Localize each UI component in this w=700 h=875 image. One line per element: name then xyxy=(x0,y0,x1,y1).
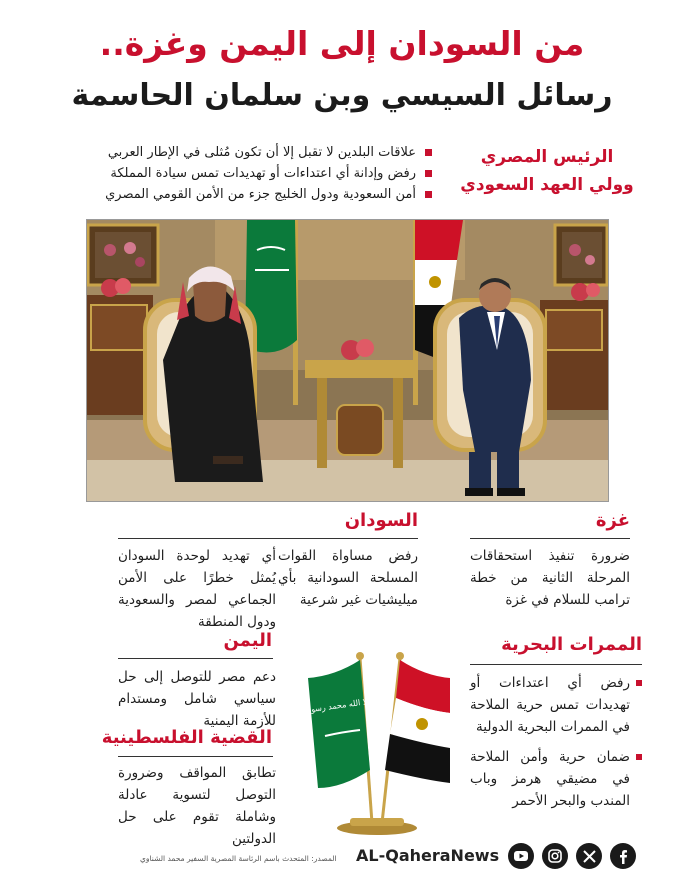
gaza-section-title: غزة xyxy=(595,510,630,531)
gaza-text: ضرورة تنفيذ استحقاقات المرحلة الثانية من خطة ترامب للسلام في غزة xyxy=(470,548,630,608)
sea-lanes-divider xyxy=(470,664,642,665)
palestine-section-title: القضية الفلسطينية xyxy=(101,727,272,748)
facebook-icon[interactable] xyxy=(610,843,636,869)
youtube-icon[interactable] xyxy=(508,843,534,869)
desk-flags-illustration xyxy=(290,638,470,843)
leaders-line-2: وولي العهد السعودي xyxy=(460,175,634,195)
gaza-divider xyxy=(470,538,630,539)
bullet-square-icon xyxy=(425,170,432,177)
saudi-flag-shahada: لا إله إلا الله محمد رسول الله xyxy=(290,694,389,717)
social-links xyxy=(508,843,636,869)
yemen-section-title: اليمن xyxy=(223,630,272,651)
sea-lanes-item: رفض أي اعتداءات أو تهديدات تمس حرية الملاحة في الممرات البحرية الدولية xyxy=(470,672,642,738)
bullet-square-icon xyxy=(425,149,432,156)
sudan-section-title: السودان xyxy=(344,510,418,531)
meeting-photo-illustration xyxy=(86,220,608,502)
bullet-square-icon xyxy=(636,754,642,760)
sudan-divider xyxy=(118,538,418,539)
leaders-line-1: الرئيس المصري xyxy=(480,147,614,167)
palestine-text: تطابق المواقف وضرورة التوصل لتسوية عادلة وشاملة تقوم على حل الدولتين xyxy=(118,765,276,847)
intro-points-list xyxy=(32,142,432,205)
palestine-divider xyxy=(118,756,273,757)
intro-point: علاقات البلدين لا تقبل إلا أن تكون مُثلى في الإطار العربي xyxy=(32,142,432,163)
sea-lanes-item: ضمان حرية وأمن الملاحة في مضيقي هرمز وباب المندب والبحر الأحمر xyxy=(470,746,642,812)
page-subtitle: رسائل السيسي وبن سلمان الحاسمة xyxy=(71,78,613,113)
bullet-square-icon xyxy=(425,191,432,198)
sudan-text-left: أي تهديد لوحدة السودان يُمثل خطرًا على الأمن الجماعي لمصر والسعودية ودول المنطقة xyxy=(118,548,276,630)
source-credit: المصدر: المتحدث باسم الرئاسة المصرية السفير محمد الشناوي xyxy=(140,854,337,863)
meeting-photo xyxy=(86,219,609,502)
sea-lanes-section-title: الممرات البحرية xyxy=(501,634,642,655)
instagram-icon[interactable] xyxy=(542,843,568,869)
bullet-square-icon xyxy=(636,680,642,686)
leaders-label xyxy=(452,143,642,199)
sea-lanes-list xyxy=(470,672,642,812)
x-icon[interactable] xyxy=(576,843,602,869)
yemen-text: دعم مصر للتوصل إلى حل سياسي شامل ومستدام للأزمة اليمنية xyxy=(118,669,276,729)
intro-point: أمن السعودية ودول الخليج جزء من الأمن القومي المصري xyxy=(32,184,432,205)
yemen-divider xyxy=(118,658,273,659)
intro-point: رفض وإدانة أي اعتداءات أو تهديدات تمس سيادة المملكة xyxy=(32,163,432,184)
sudan-text-right: رفض مساواة القوات المسلحة السودانية بأي ميليشيات غير شرعية xyxy=(278,548,418,608)
page-title: من السودان إلى اليمن وغزة.. xyxy=(99,24,585,63)
brand-name[interactable]: AL-QaheraNews xyxy=(356,846,500,865)
